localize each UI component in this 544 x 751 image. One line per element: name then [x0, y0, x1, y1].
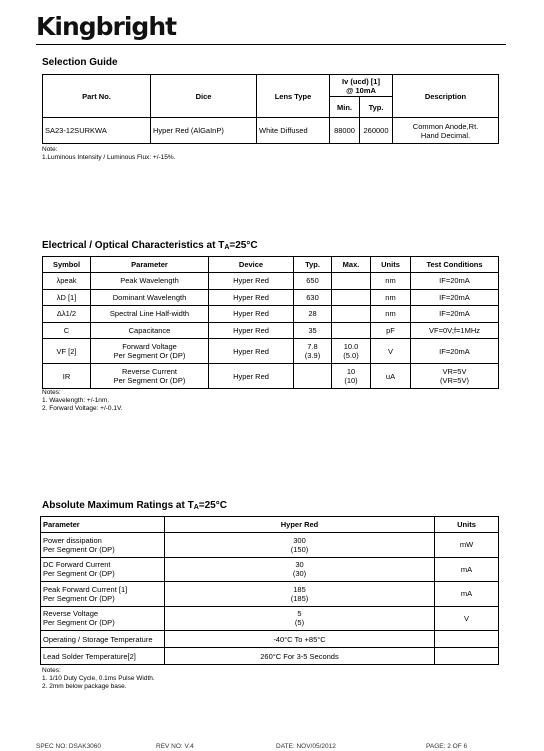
cell-units: uA — [371, 364, 411, 389]
cell-symbol: Δλ1/2 — [43, 306, 91, 323]
cell-units: mA — [435, 557, 499, 582]
header-hyper-red: Hyper Red — [165, 517, 435, 533]
page-footer — [36, 743, 506, 751]
cell-typ-line2: (3.9) — [304, 351, 321, 360]
cell-units: mA — [435, 582, 499, 607]
cell-hyper-red-line1: 5 — [297, 609, 302, 619]
cell-typ-line1: 650 — [306, 276, 319, 286]
cell-test-conditions-line1: VF=0V;f=1MHz — [429, 325, 480, 335]
cell-hyper-red-line1: 30 — [295, 560, 304, 570]
cell-typ-line1: 7.8 — [307, 342, 318, 351]
cell-parameter — [91, 306, 209, 323]
cell-test-conditions — [411, 364, 499, 389]
cell-parameter — [41, 582, 165, 607]
cell-parameter — [91, 322, 209, 339]
cell-typ-line1: 35 — [308, 325, 317, 335]
cell-hyper-red-line1: 185 — [293, 584, 306, 594]
cell-test-conditions-line1: IF=20mA — [439, 276, 470, 286]
cell-lens-type: White Diffused — [257, 118, 330, 144]
cell-parameter-line2: Per Segment Or (DP) — [43, 544, 115, 554]
cell-test-conditions — [411, 339, 499, 364]
table-row — [43, 273, 499, 290]
cell-test-conditions — [411, 289, 499, 306]
table-row — [43, 322, 499, 339]
table-row — [43, 118, 499, 144]
cell-parameter — [91, 364, 209, 389]
cell-test-conditions — [411, 322, 499, 339]
electrical-notes — [42, 389, 123, 413]
cell-typ — [294, 306, 332, 323]
cell-parameter-line1: Forward Voltage — [122, 342, 177, 351]
cell-parameter-line2: Per Segment Or (DP) — [43, 618, 115, 628]
cell-typ — [294, 273, 332, 290]
cell-units — [435, 631, 499, 648]
electrical-title — [42, 240, 258, 251]
cell-parameter — [41, 631, 165, 648]
note-heading: Notes: — [42, 389, 61, 396]
cell-device: Hyper Red — [209, 339, 294, 364]
cell-units — [435, 648, 499, 665]
title-prefix: Electrical / Optical Characteristics at T — [42, 240, 225, 251]
cell-min: 88000 — [330, 118, 360, 144]
header-units: Units — [371, 257, 411, 273]
header-iv — [330, 75, 393, 97]
cell-test-conditions-line1: IF=20mA — [439, 346, 470, 356]
cell-typ-line1: 630 — [306, 292, 319, 302]
cell-parameter-line1: Lead Solder Temperature[2] — [43, 651, 136, 661]
cell-max — [332, 289, 371, 306]
note-line: 1. 1/10 Duty Cycle, 0.1ms Pulse Width. — [42, 675, 155, 682]
electrical-table — [42, 256, 499, 389]
cell-device: Hyper Red — [209, 364, 294, 389]
cell-hyper-red-line2: (5) — [294, 618, 305, 628]
absolute-ratings-table — [40, 516, 499, 665]
cell-parameter — [41, 648, 165, 665]
cell-test-conditions-line1: VR=5V — [442, 367, 467, 376]
header-device: Device — [209, 257, 294, 273]
title-prefix: Absolute Maximum Ratings at T — [42, 500, 194, 511]
header-typ: Typ. — [360, 97, 393, 118]
table-row — [43, 289, 499, 306]
cell-parameter-line1: Power dissipation — [43, 535, 102, 545]
cell-symbol: λD [1] — [43, 289, 91, 306]
cell-typ: 260000 — [360, 118, 393, 144]
cell-max — [332, 306, 371, 323]
cell-symbol: λpeak — [43, 273, 91, 290]
brand-logo: Kingbright — [36, 12, 177, 41]
cell-parameter — [41, 533, 165, 558]
cell-parameter — [91, 273, 209, 290]
cell-hyper-red — [165, 582, 435, 607]
cell-part-no: SA23-12SURKWA — [43, 118, 151, 144]
table-row — [41, 631, 499, 648]
description-line2: Hand Decimal. — [420, 130, 471, 140]
table-row — [41, 533, 499, 558]
absolute-ratings-notes — [42, 667, 155, 691]
table-row — [41, 606, 499, 631]
cell-max-line2: (5.0) — [343, 351, 359, 360]
cell-test-conditions-line2: (VR=5V) — [440, 376, 469, 385]
note-line: 1.Luminous Intensity / Luminous Flux: +/-15%. — [42, 154, 176, 161]
cell-max — [332, 273, 371, 290]
table-row — [43, 339, 499, 364]
header-iv-line1: Iv (ucd) [1] — [342, 76, 380, 86]
cell-hyper-red-line2: (30) — [292, 569, 307, 579]
cell-max-line1: 10 — [346, 367, 356, 376]
cell-symbol: IR — [43, 364, 91, 389]
cell-symbol: VF [2] — [43, 339, 91, 364]
selection-guide-table — [42, 74, 499, 144]
header-part-no: Part No. — [43, 75, 151, 118]
table-row — [43, 306, 499, 323]
note-heading: Note: — [42, 146, 58, 153]
note-heading: Notes: — [42, 667, 61, 674]
footer-date: DATE: NOV/05/2012 — [276, 743, 336, 750]
cell-typ — [294, 364, 332, 389]
footer-rev-no: REV NO: V.4 — [156, 743, 194, 750]
header-typ: Typ. — [294, 257, 332, 273]
header-lens-type: Lens Type — [257, 75, 330, 118]
title-suffix: =25°C — [198, 500, 227, 511]
header-units: Units — [435, 517, 499, 533]
header-parameter: Parameter — [91, 257, 209, 273]
cell-parameter-line1: Peak Forward Current [1] — [43, 584, 128, 594]
cell-parameter-line2: Per Segment Or (DP) — [113, 376, 186, 385]
cell-device: Hyper Red — [209, 273, 294, 290]
cell-hyper-red — [165, 631, 435, 648]
cell-hyper-red — [165, 606, 435, 631]
header-test-conditions: Test Conditions — [411, 257, 499, 273]
cell-units: mW — [435, 533, 499, 558]
description-line1: Common Anode,Rt. — [412, 121, 479, 131]
cell-hyper-red — [165, 533, 435, 558]
cell-hyper-red-line2: (185) — [290, 593, 309, 603]
cell-parameter-line1: DC Forward Current — [43, 560, 111, 570]
header-min: Min. — [330, 97, 360, 118]
footer-spec-no: SPEC NO: DSAK3060 — [36, 743, 102, 750]
cell-device: Hyper Red — [209, 322, 294, 339]
cell-hyper-red — [165, 557, 435, 582]
cell-typ — [294, 322, 332, 339]
header-symbol: Symbol — [43, 257, 91, 273]
header-rule — [36, 44, 506, 45]
title-sub: A — [193, 504, 199, 511]
table-row — [41, 582, 499, 607]
cell-max — [332, 364, 371, 389]
cell-parameter-line1: Dominant Wavelength — [112, 292, 187, 302]
header-description: Description — [393, 75, 499, 118]
cell-parameter-line1: Capacitance — [128, 325, 171, 335]
cell-parameter — [91, 339, 209, 364]
cell-typ — [294, 289, 332, 306]
cell-test-conditions-line1: IF=20mA — [439, 292, 470, 302]
cell-max — [332, 322, 371, 339]
cell-parameter-line1: Peak Wavelength — [120, 276, 179, 286]
cell-units: nm — [371, 306, 411, 323]
cell-hyper-red — [165, 648, 435, 665]
cell-parameter — [91, 289, 209, 306]
table-row — [41, 557, 499, 582]
header-max: Max. — [332, 257, 371, 273]
table-row — [43, 364, 499, 389]
cell-max-line1: 10.0 — [343, 342, 359, 351]
cell-units: pF — [371, 322, 411, 339]
cell-units: nm — [371, 289, 411, 306]
cell-hyper-red-line1: 300 — [293, 535, 306, 545]
cell-hyper-red-line1: 260°C For 3-5 Seconds — [260, 651, 339, 661]
cell-test-conditions — [411, 273, 499, 290]
cell-typ — [294, 339, 332, 364]
cell-device: Hyper Red — [209, 289, 294, 306]
cell-test-conditions — [411, 306, 499, 323]
note-line: 1. Wavelength: +/-1nm. — [42, 397, 110, 404]
absolute-ratings-title — [42, 500, 227, 511]
cell-parameter-line1: Spectral Line Half-width — [109, 309, 190, 319]
cell-parameter-line1: Reverse Current — [121, 367, 178, 376]
cell-description — [393, 118, 499, 144]
cell-symbol: C — [43, 322, 91, 339]
selection-guide-notes — [42, 146, 176, 162]
cell-max-line2: (10) — [344, 376, 358, 385]
cell-test-conditions-line1: IF=20mA — [439, 309, 470, 319]
cell-parameter-line1: Reverse Voltage — [43, 609, 99, 619]
selection-guide-title: Selection Guide — [42, 57, 118, 68]
cell-parameter-line1: Operating / Storage Temperature — [43, 634, 153, 644]
table-row — [41, 648, 499, 665]
title-sub: A — [224, 244, 230, 251]
cell-units: V — [435, 606, 499, 631]
cell-typ-line1: 28 — [308, 309, 317, 319]
cell-max — [332, 339, 371, 364]
cell-hyper-red-line2: (150) — [290, 544, 309, 554]
note-line: 2. 2mm below package base. — [42, 683, 127, 690]
cell-parameter — [41, 557, 165, 582]
cell-dice: Hyper Red (AlGaInP) — [151, 118, 257, 144]
cell-units: nm — [371, 273, 411, 290]
header-dice: Dice — [151, 75, 257, 118]
cell-parameter-line2: Per Segment Or (DP) — [43, 569, 115, 579]
cell-units: V — [371, 339, 411, 364]
cell-parameter-line2: Per Segment Or (DP) — [43, 593, 115, 603]
cell-parameter-line2: Per Segment Or (DP) — [113, 351, 186, 360]
cell-hyper-red-line1: -40°C To +85°C — [273, 634, 326, 644]
header-parameter: Parameter — [41, 517, 165, 533]
cell-parameter — [41, 606, 165, 631]
note-line: 2. Forward Voltage: +/-0.1V. — [42, 405, 123, 412]
header-iv-line2: @ 10mA — [346, 85, 376, 95]
footer-page: PAGE: 2 OF 6 — [426, 743, 468, 750]
title-suffix: =25°C — [229, 240, 258, 251]
cell-device: Hyper Red — [209, 306, 294, 323]
